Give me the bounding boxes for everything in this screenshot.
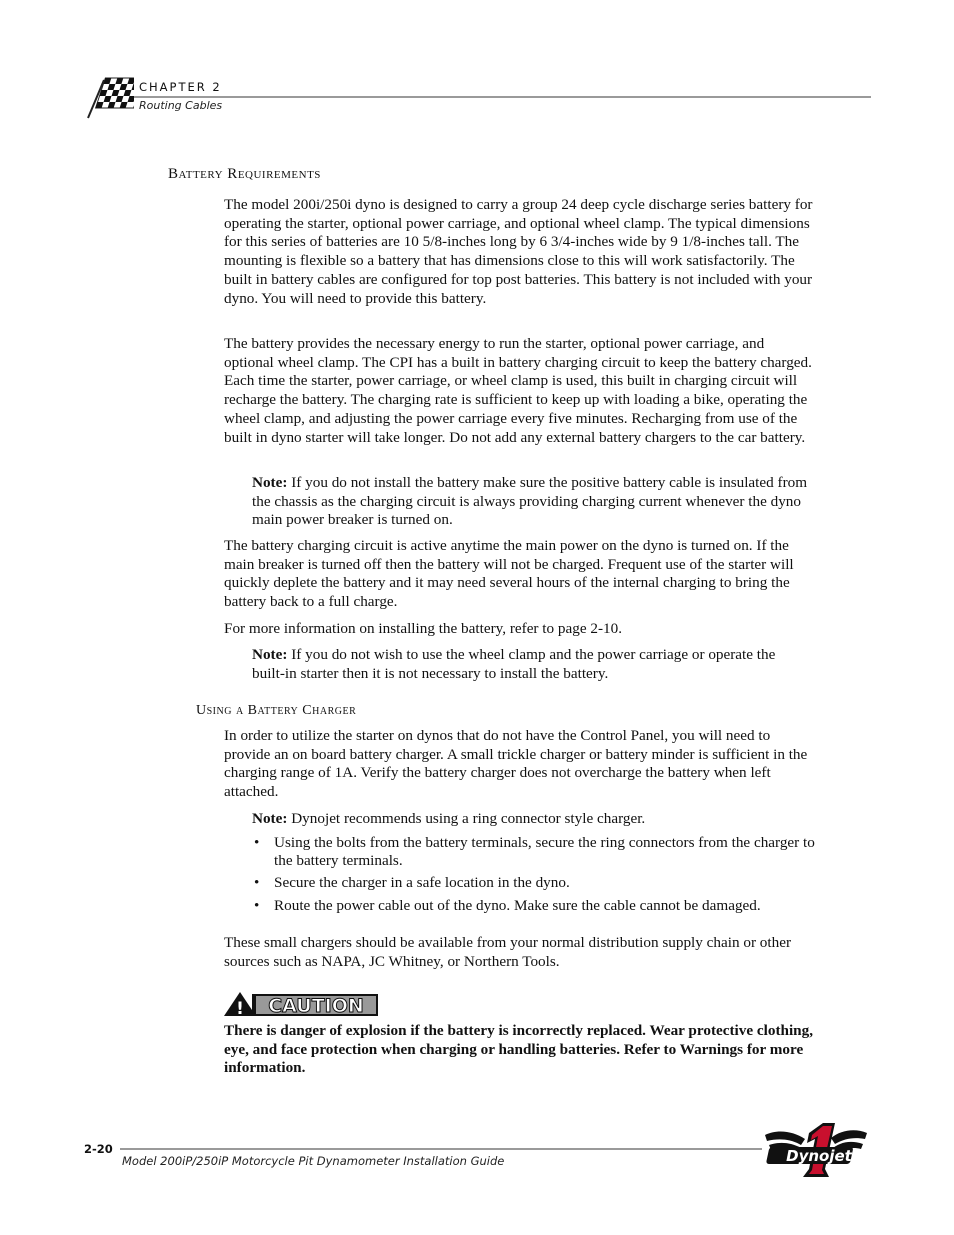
list-item-text: Using the bolts from the battery terminals, secure the ring connectors from the charger to the battery terminals. [274,834,815,869]
note-label: Note: [252,810,288,827]
header-rule [134,96,871,98]
note-not-necessary [252,646,812,683]
list-item-text: Route the power cable out of the dyno. Make sure the cable cannot be damaged. [274,896,761,914]
section-title: Battery Requirements [168,166,321,182]
list-item [252,897,816,915]
paragraph-battery-spec: The model 200i/250i dyno is designed to carry a group 24 deep cycle discharge series battery for operating the starter, optional power carriage, and optional wheel clamp. The typical dimensions for this series of batteries are 10 5/8-inches long by 6 3/4-inches wide by 9 1/8-inches tall. The mounting is flexible so a battery that has dimensions close to this will work satisfactorily. The built in battery cables are configured for top post batteries. This battery is not included with your dyno. You will need to provide this battery. [224,196,813,307]
caution-text: There is danger of explosion if the battery is incorrectly replaced. Wear protective clothing, eye, and face protection when charging or handling batteries. Refer to Warnings for more information. [224,1022,814,1077]
list-item [252,874,816,892]
bullet-icon: • [254,874,260,891]
instruction-list [252,834,816,919]
subsection-title: Using a Battery Charger [196,703,357,718]
note-text: If you do not wish to use the wheel clamp and the power carriage or operate the built-in starter then it is not necessary to install the battery. [252,646,776,682]
list-item-text: Secure the charger in a safe location in the dyno. [274,874,570,891]
footer-rule [120,1148,762,1150]
chapter-label: CHAPTER 2 [139,80,222,94]
page-number: 2-20 [84,1142,113,1156]
section-label: Routing Cables [139,99,223,112]
caution-banner [222,990,380,1018]
note-text: Dynojet recommends using a ring connector style charger. [291,810,646,827]
caution-label: CAUTION [268,995,364,1017]
paragraph-battery-energy: The battery provides the necessary energy to run the starter, optional power carriage, and optional wheel clamp. The CPI has a built in battery charging circuit to keep the battery charged. Each time the starter, power carriage, or wheel clamp is used, this built in charging circuit will recharge the battery. The charging rate is sufficient to keep up with loading a bike, operating the wheel clamp, and adjusting the power carriage every five minutes. Recharging from use of the built in dyno starter will take longer. Do not add any external battery chargers to the car battery. [224,335,812,446]
paragraph-charging-circuit: The battery charging circuit is active anytime the main power on the dyno is turned on. If the main breaker is turned off then the battery will not be charged. Frequent use of the starter will quickly deplete the battery and it may need several hours of the internal charging to bring the battery back to a full charge. [224,537,794,611]
dynojet-logo [763,1121,869,1181]
list-item [252,834,816,869]
bullet-icon: • [254,834,260,851]
logo-wordmark: Dynojet [786,1147,852,1165]
paragraph-supply-sources: These small chargers should be available from your normal distribution supply chain or other sources such as NAPA, JC Whitney, or Northern Tools. [224,934,792,970]
paragraph-more-info: For more information on installing the battery, refer to page 2-10. [224,620,622,637]
document-title: Model 200iP/250iP Motorcycle Pit Dynamometer Installation Guide [122,1154,505,1168]
note-text: If you do not install the battery make sure the positive battery cable is insulated from the chassis as the charging circuit is always providing charging current whenever the dyno main power breaker is turned on. [252,474,808,529]
paragraph-charger-needed: In order to utilize the starter on dynos that do not have the Control Panel, you will need to provide an on board battery charger. A small trickle charger or battery minder is sufficient in the charging range of 1A. Verify the battery charger does not overcharge the battery when left attached. [224,727,808,801]
svg-text:!: ! [236,999,244,1018]
note-ring-connector [252,810,812,829]
note-insulation [252,474,812,530]
note-label: Note: [252,646,288,663]
bullet-icon: • [254,896,260,914]
checkered-flag-icon [82,76,134,120]
note-label: Note: [252,474,288,491]
